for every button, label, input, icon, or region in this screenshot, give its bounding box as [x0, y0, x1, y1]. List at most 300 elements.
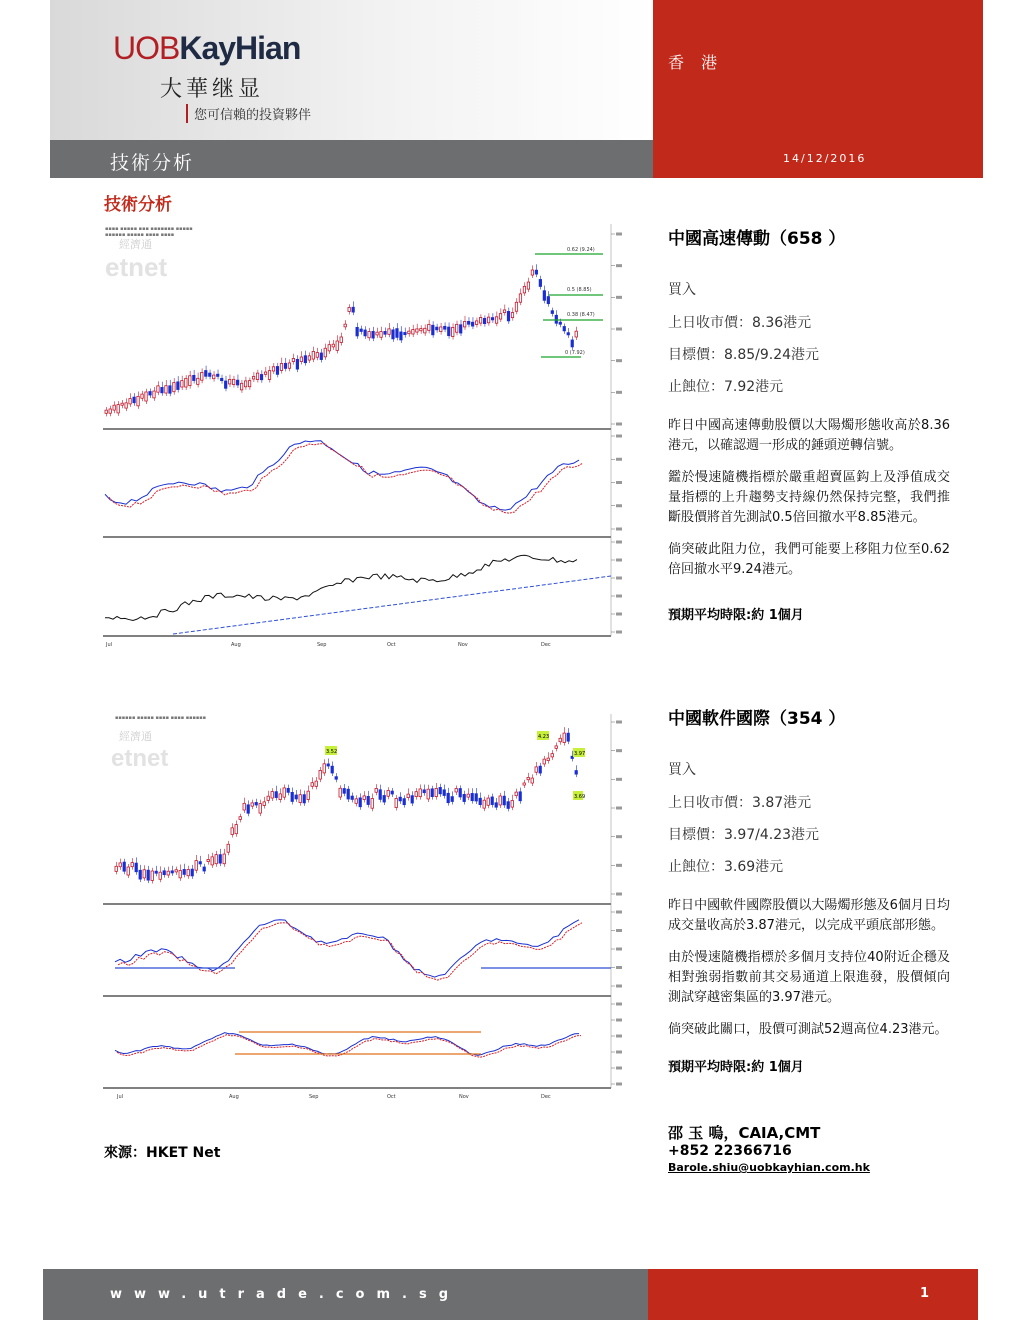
candle [451, 797, 453, 802]
candle [363, 796, 365, 800]
candle [219, 855, 221, 863]
candle [331, 766, 333, 773]
candle [359, 798, 361, 807]
candle [567, 333, 569, 335]
candle [471, 793, 473, 800]
candle [260, 374, 262, 379]
candle [351, 796, 353, 799]
candle [201, 372, 203, 380]
x-tick-label: Aug [229, 1094, 239, 1100]
report-type-title: 技術分析 [110, 152, 195, 174]
candle [383, 796, 385, 802]
candle [339, 788, 341, 797]
axis-tick-label [616, 985, 622, 988]
candle [471, 322, 473, 326]
candle [547, 758, 549, 760]
candle [295, 795, 297, 799]
candle [155, 871, 157, 873]
candle [324, 348, 326, 357]
candle [272, 367, 274, 371]
candle [243, 803, 245, 810]
candle [300, 357, 302, 362]
candle [467, 321, 469, 324]
candle [147, 870, 149, 880]
candle [236, 380, 238, 385]
candle [503, 796, 505, 805]
candle [167, 871, 169, 875]
price-tag-label: 3.52 [326, 749, 338, 755]
candle [181, 381, 183, 387]
axis-tick-label [616, 835, 622, 838]
candle [165, 386, 167, 393]
candle [403, 799, 405, 805]
candle [119, 863, 121, 867]
candle [419, 789, 421, 797]
price-tag-label: 4.23 [538, 734, 550, 740]
candle [455, 789, 457, 792]
candle [259, 804, 261, 814]
candle [547, 297, 549, 304]
candle [215, 855, 217, 864]
candle [388, 329, 390, 334]
axis-tick-label [616, 778, 622, 781]
axis-tick-label [616, 749, 622, 752]
candle [475, 321, 477, 325]
candle [447, 793, 449, 802]
candle [213, 375, 215, 379]
stock-last-close: 上日收市價：3.87港元 [668, 795, 812, 811]
candle [395, 798, 397, 807]
axis-tick-label [616, 359, 622, 362]
candle [391, 791, 393, 794]
candle [563, 326, 565, 330]
stock-last-close: 上日收市價：8.36港元 [668, 315, 812, 331]
candle [343, 789, 345, 794]
region-label: 香 港 [668, 53, 724, 72]
axis-tick-label [616, 595, 622, 598]
candle [531, 778, 533, 783]
candle [379, 790, 381, 800]
axis-tick-label [616, 613, 622, 616]
candle [185, 378, 187, 387]
candle [133, 397, 135, 403]
fib-label: 0.62 (9.24) [567, 247, 595, 253]
candle [415, 792, 417, 797]
candle [567, 733, 569, 741]
price-tag-label: 3.69 [574, 794, 586, 800]
candle [411, 796, 413, 803]
candle [499, 796, 501, 805]
candle [575, 331, 577, 337]
candle [151, 871, 153, 880]
candle [203, 867, 205, 871]
axis-tick-label [616, 559, 622, 562]
x-tick-label: Dec [541, 1094, 551, 1100]
chart-header-text: ▪▪▪▪▪▪ ▪▪▪▪▪ ▪▪▪▪ ▪▪▪▪ ▪▪▪▪▪▪ [115, 715, 207, 721]
candle [463, 794, 465, 801]
candle [392, 330, 394, 339]
x-tick-label: Jul [106, 642, 113, 648]
candle [231, 828, 233, 835]
candle [288, 363, 290, 368]
candle [171, 871, 173, 873]
fib-label: 0.38 (8.47) [567, 312, 595, 318]
candle [495, 317, 497, 323]
candle [559, 738, 561, 741]
analyst-email-link[interactable]: Barole.shiu@uobkayhian.com.hk [668, 1161, 870, 1174]
candle [227, 844, 229, 852]
candle [535, 767, 537, 772]
candle [483, 800, 485, 808]
candle [135, 863, 137, 872]
candle [535, 270, 537, 274]
candle [224, 381, 226, 388]
candle [531, 270, 533, 275]
candle [284, 363, 286, 368]
candle [460, 325, 462, 333]
brand-tagline: 您可信賴的投資夥伴 [186, 104, 311, 123]
stock-title: 中國軟件國際（354 ） [668, 709, 846, 729]
candle [436, 327, 438, 330]
candle [252, 376, 254, 378]
candle [440, 327, 442, 332]
candle [543, 291, 545, 301]
stock-target: 目標價：8.85/9.24港元 [668, 347, 820, 363]
candle [129, 399, 131, 404]
candle [137, 396, 139, 405]
chart-watermark-en: etnet [105, 252, 168, 282]
candle [344, 324, 346, 327]
candle [559, 322, 561, 324]
candle [244, 381, 246, 387]
chart-354-svg [103, 714, 623, 1108]
candle [439, 787, 441, 793]
candle [239, 817, 241, 820]
candle [491, 797, 493, 805]
candle [240, 383, 242, 390]
candle [355, 799, 357, 804]
candle [543, 759, 545, 764]
candle [479, 317, 481, 323]
chart-658-svg [103, 224, 623, 656]
candle [195, 861, 197, 871]
brand-logo-uob: UOB [113, 30, 180, 66]
candle [189, 376, 191, 386]
candle [276, 366, 278, 374]
candle [159, 872, 161, 879]
candle [117, 405, 119, 413]
candle [153, 391, 155, 398]
candle [228, 379, 230, 383]
candle [367, 796, 369, 804]
axis-tick-label [616, 504, 622, 507]
stock-rating: 買入 [668, 282, 696, 298]
candle [320, 353, 322, 360]
stock-horizon: 預期平均時限:約 1個月 [668, 1060, 804, 1075]
axis-tick-label [616, 435, 622, 438]
candle [519, 792, 521, 801]
candle [387, 790, 389, 796]
stock-354-block [668, 704, 950, 1075]
candle [368, 332, 370, 338]
brand-chinese-name: 大華继显 [160, 77, 265, 102]
candle [207, 859, 209, 861]
x-tick-label: Oct [387, 1094, 396, 1100]
candle [169, 386, 171, 393]
axis-tick-label [616, 541, 622, 544]
axis-tick-label [616, 1051, 622, 1054]
candle [459, 789, 461, 797]
candle [264, 372, 266, 374]
candle [435, 788, 437, 796]
fib-label: 0.5 (8.85) [567, 287, 592, 293]
candle [407, 794, 409, 797]
candle [515, 792, 517, 796]
candle [340, 337, 342, 343]
x-tick-label: Oct [387, 642, 396, 648]
candle [456, 324, 458, 332]
axis-tick-label [616, 577, 622, 580]
candle [223, 854, 225, 864]
axis-tick-label [616, 893, 622, 896]
candle [275, 792, 277, 798]
candle [376, 332, 378, 335]
axis-tick-label [616, 1067, 622, 1070]
candle [539, 766, 541, 773]
stock-stop: 止蝕位：7.92港元 [668, 379, 784, 395]
candle [292, 358, 294, 361]
candle [279, 794, 281, 800]
candle [175, 870, 177, 872]
candle [408, 331, 410, 334]
candle [412, 330, 414, 334]
candle [191, 869, 193, 876]
x-tick-label: Sep [309, 1094, 319, 1100]
stock-658-block [668, 224, 950, 623]
candle [307, 791, 309, 799]
axis-tick-label [616, 1035, 622, 1038]
candle [515, 302, 517, 311]
candle [448, 327, 450, 336]
candle [375, 788, 377, 792]
candle [123, 862, 125, 871]
analyst-block [668, 1122, 968, 1174]
candle [507, 802, 509, 809]
candle [479, 798, 481, 804]
candle [221, 378, 223, 380]
x-tick-label: Nov [459, 1094, 469, 1100]
candle [283, 788, 285, 797]
stock-paragraph: 倘突破此關口，股價可測試52週高位4.23港元。 [668, 1022, 948, 1037]
candle [308, 356, 310, 360]
axis-tick-label [616, 481, 622, 484]
candle [523, 286, 525, 293]
candle [328, 345, 330, 351]
candle [271, 792, 273, 798]
candle [115, 866, 117, 871]
page-number: 1 [920, 1286, 930, 1301]
candle [125, 403, 127, 408]
candle [296, 359, 298, 369]
candle [523, 783, 525, 785]
candle [303, 795, 305, 803]
candle [360, 329, 362, 331]
candle [396, 329, 398, 338]
stock-paragraph: 由於慢速隨機指標於多個月支持位40附近企穩及相對強弱指數前其交易通道上限進發，股價傾向測試穿越密集區的3.97港元。 [668, 950, 950, 1005]
candle [187, 869, 189, 875]
axis-tick-label [616, 328, 622, 331]
axis-tick-label [616, 1019, 622, 1022]
candle [177, 382, 179, 390]
candle [511, 313, 513, 318]
candle [113, 405, 115, 410]
candle [232, 379, 234, 384]
brand-logo-kayhian: KayHian [179, 30, 301, 66]
candle [563, 733, 565, 742]
chart-watermark-cn: 經濟通 [119, 238, 152, 251]
candle [527, 777, 529, 779]
candle [372, 331, 374, 338]
candle [332, 344, 334, 347]
axis-tick-label [616, 721, 622, 724]
footer-website-link[interactable]: www.utrade.com.sg [110, 1287, 461, 1302]
candle [235, 825, 237, 834]
chart-header-text: ▪▪▪▪ ▪▪▪▪▪ ▪▪▪ ▪▪▪▪▪▪▪ ▪▪▪▪▪ [105, 226, 193, 232]
stock-paragraph: 昨日中國軟件國際股價以大陽燭形態及6個月日均成交量收高於3.87港元，以完成平頭底部形態。 [668, 898, 950, 933]
axis-tick-label [616, 528, 622, 531]
candle [139, 870, 141, 879]
axis-tick-label [616, 631, 622, 634]
candle [256, 373, 258, 379]
candle [315, 781, 317, 786]
candle [157, 386, 159, 392]
candle [105, 410, 107, 413]
candle [335, 777, 337, 780]
candle [483, 318, 485, 323]
candle [380, 332, 382, 338]
candle [248, 381, 250, 387]
candle [424, 328, 426, 333]
x-tick-label: Jul [117, 1094, 124, 1100]
candle [503, 310, 505, 313]
brand-logo[interactable] [113, 30, 300, 67]
candle [463, 321, 465, 326]
candle [427, 789, 429, 799]
candle [475, 794, 477, 801]
candle [255, 802, 257, 805]
candle [179, 870, 181, 877]
candle [400, 332, 402, 340]
price-tag-label: 3.97 [574, 751, 586, 757]
candle [131, 863, 133, 867]
candle [109, 409, 111, 413]
candle [555, 315, 557, 323]
section-title: 技術分析 [104, 195, 172, 215]
candle [193, 375, 195, 380]
axis-tick-label [616, 458, 622, 461]
candle [311, 783, 313, 787]
chart-658 [103, 224, 623, 656]
candle [527, 282, 529, 289]
candle [499, 314, 501, 319]
header-logo-area [50, 0, 653, 140]
report-date: 14/12/2016 [783, 152, 867, 165]
chart-source: 來源：HKET Net [104, 1145, 221, 1161]
candle [323, 764, 325, 773]
axis-tick-label [616, 264, 622, 267]
axis-tick-label [616, 911, 622, 914]
candle [199, 862, 201, 864]
candle [163, 871, 165, 875]
candle [312, 351, 314, 359]
candle [121, 403, 123, 405]
candle [173, 383, 175, 392]
candle [467, 794, 469, 797]
candle [327, 764, 329, 766]
candle [404, 332, 406, 334]
x-tick-label: Nov [458, 642, 468, 648]
candle [209, 373, 211, 376]
candle [197, 378, 199, 384]
axis-tick-label [616, 233, 622, 236]
chart-header-text: ▪▪▪▪▪▪ ▪▪▪▪▪ ▪▪▪▪ ▪▪▪▪ [105, 232, 175, 238]
candle [539, 279, 541, 286]
stock-horizon: 預期平均時限:約 1個月 [668, 608, 804, 623]
x-tick-label: Dec [541, 642, 551, 648]
chart-354 [103, 714, 623, 1108]
candle [423, 790, 425, 793]
candle [551, 311, 553, 314]
candle [491, 318, 493, 320]
stock-paragraph: 昨日中國高速傳動股價以大陽燭形態收高於8.36港元，以確認週一形成的錘頭逆轉信號。 [668, 418, 950, 453]
analyst-phone: +852 22366716 [668, 1143, 792, 1159]
candle [443, 790, 445, 796]
chart-watermark-cn: 經濟通 [119, 730, 152, 743]
candle [299, 795, 301, 803]
fib-label: 0 (7.92) [565, 350, 585, 356]
candle [263, 802, 265, 806]
candle [399, 797, 401, 801]
candle [205, 371, 207, 377]
candle [487, 317, 489, 323]
candle [555, 746, 557, 748]
candle [356, 327, 358, 336]
stock-paragraph: 倘突破此阻力位，我們可能要上移阻力位至0.62倍回撤水平9.24港元。 [668, 542, 950, 577]
stock-target: 目標價：3.97/4.23港元 [668, 827, 820, 843]
candle [384, 331, 386, 334]
candle [127, 867, 129, 875]
candle [183, 869, 185, 874]
candle [416, 329, 418, 332]
candle [149, 392, 151, 395]
axis-tick-label [616, 864, 622, 867]
candle [247, 805, 249, 813]
axis-tick-label [616, 929, 622, 932]
axis-tick-label [616, 1003, 622, 1006]
candle [304, 356, 306, 363]
analyst-name: 邵 玉 嗚，CAIA,CMT [668, 1124, 821, 1142]
candle [336, 341, 338, 350]
candle [161, 387, 163, 392]
candle [291, 792, 293, 801]
x-tick-label: Sep [317, 642, 327, 648]
candle [444, 326, 446, 329]
candle [287, 788, 289, 792]
candle [145, 392, 147, 401]
candle [431, 789, 433, 797]
axis-tick-label [616, 296, 622, 299]
candle [364, 330, 366, 336]
